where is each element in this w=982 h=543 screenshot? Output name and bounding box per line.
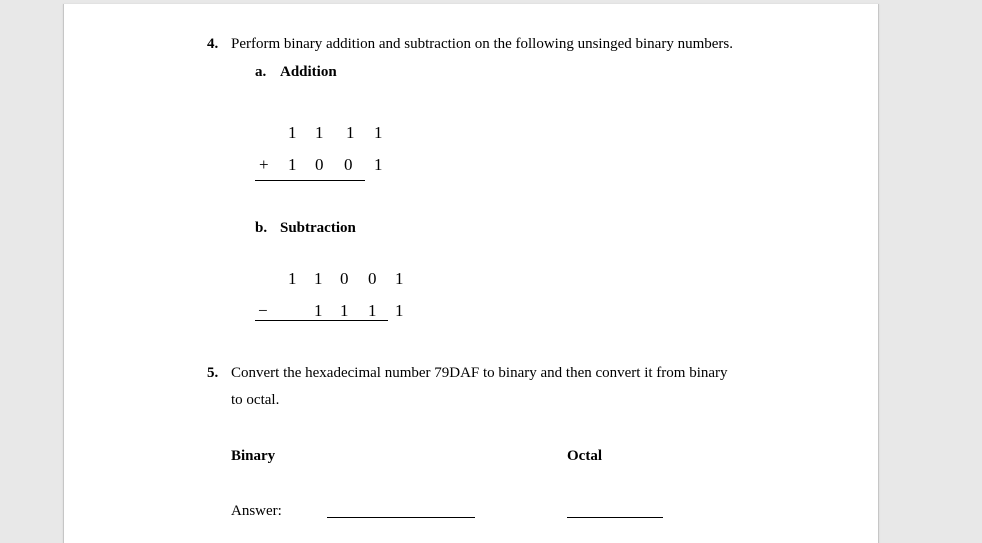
part-a-title: Addition bbox=[280, 64, 337, 80]
addition-bottom-digit: 1 bbox=[288, 155, 297, 174]
subtraction-operator: − bbox=[258, 301, 268, 320]
question-4-number: 4. bbox=[207, 36, 219, 52]
subtraction-bottom-digit: 1 bbox=[340, 301, 349, 320]
answer-label: Answer: bbox=[231, 503, 282, 519]
addition-bottom-digit: 0 bbox=[344, 155, 353, 174]
subtraction-bottom-digit: 1 bbox=[395, 301, 404, 320]
document-page bbox=[63, 4, 879, 543]
binary-label: Binary bbox=[231, 448, 276, 464]
subtraction-top-digit: 0 bbox=[368, 269, 377, 288]
addition-bottom-digit: 0 bbox=[315, 155, 324, 174]
subtraction-top-digit: 1 bbox=[395, 269, 404, 288]
question-5-number: 5. bbox=[207, 365, 219, 381]
addition-top-digit: 1 bbox=[315, 123, 324, 142]
part-a-letter: a. bbox=[255, 64, 267, 80]
question-5-text-line1: Convert the hexadecimal number 79DAF to binary and then convert it from binary bbox=[231, 365, 728, 381]
subtraction-underline bbox=[255, 320, 388, 321]
subtraction-bottom-digit: 1 bbox=[314, 301, 323, 320]
addition-top-digit: 1 bbox=[288, 123, 297, 142]
addition-operator: + bbox=[259, 155, 269, 174]
subtraction-top-digit: 1 bbox=[288, 269, 297, 288]
part-b-title: Subtraction bbox=[280, 220, 356, 236]
subtraction-top-digit: 1 bbox=[314, 269, 323, 288]
addition-top-digit: 1 bbox=[374, 123, 383, 142]
subtraction-top-digit: 0 bbox=[340, 269, 349, 288]
question-4-text: Perform binary addition and subtraction on the following unsinged binary numbers. bbox=[231, 36, 733, 52]
question-5-text-line2: to octal. bbox=[231, 392, 280, 408]
octal-answer-blank[interactable] bbox=[567, 517, 663, 518]
binary-answer-blank[interactable] bbox=[327, 517, 475, 518]
octal-label: Octal bbox=[567, 448, 602, 464]
part-b-letter: b. bbox=[255, 220, 268, 236]
addition-underline bbox=[255, 180, 365, 181]
subtraction-bottom-digit: 1 bbox=[368, 301, 377, 320]
addition-bottom-digit: 1 bbox=[374, 155, 383, 174]
addition-top-digit: 1 bbox=[346, 123, 355, 142]
